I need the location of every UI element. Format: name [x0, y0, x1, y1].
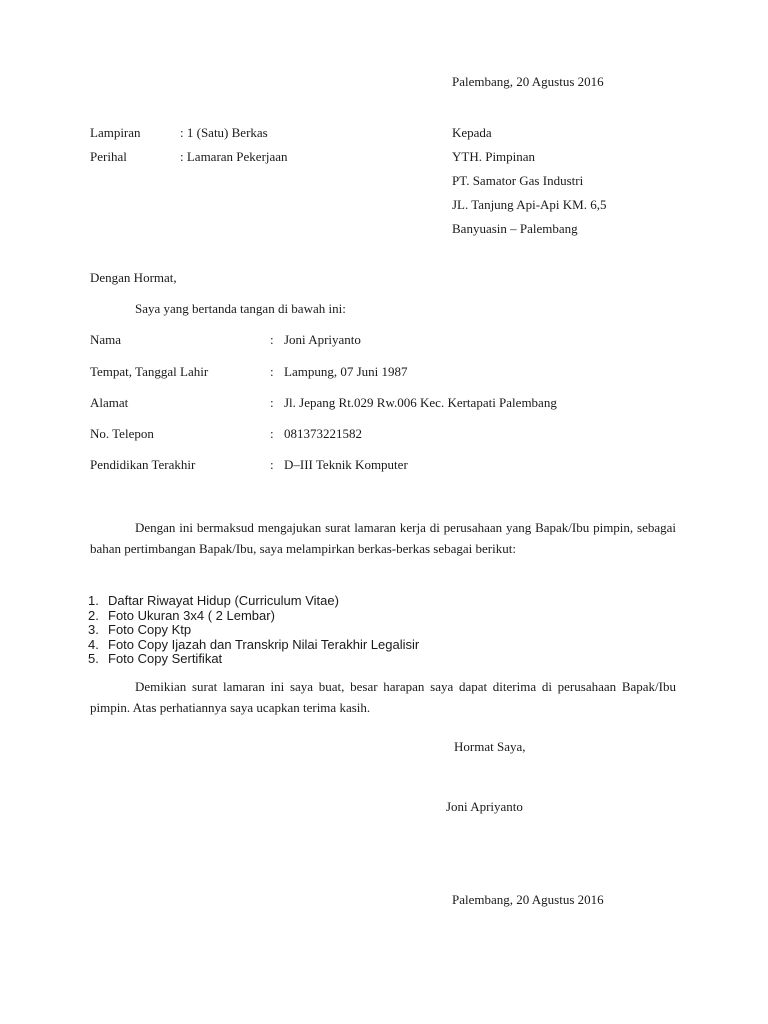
body-paragraph: Dengan ini bermaksud mengajukan surat lamaran kerja di perusahaan yang Bapak/Ibu pimpin, sebagai bahan pertimbangan Bapak/Ibu, saya melampirkan berkas-berkas sebagai berikut:	[90, 520, 676, 556]
list-number: 2.	[88, 607, 99, 623]
lampiran-label: Lampiran	[90, 125, 141, 140]
recipient-line: Banyuasin – Palembang	[452, 221, 578, 236]
signer-name: Joni Apriyanto	[446, 799, 523, 814]
field-value: D–III Teknik Komputer	[284, 457, 408, 472]
list-number: 3.	[88, 622, 99, 637]
field-label: Alamat	[90, 395, 129, 410]
list-item	[88, 594, 419, 609]
recipient-line: Kepada	[452, 125, 492, 140]
field-colon: :	[270, 426, 274, 441]
list-item	[88, 652, 419, 667]
recipient-line: JL. Tanjung Api-Api KM. 6,5	[452, 197, 607, 212]
attachment-list	[88, 594, 419, 667]
list-text: Foto Copy Ktp	[108, 622, 192, 637]
list-text: Foto Copy Ijazah dan Transkrip Nilai Terakhir Legalisir	[108, 636, 420, 652]
list-item	[88, 623, 419, 638]
greeting: Dengan Hormat,	[90, 270, 177, 285]
field-colon: :	[270, 364, 274, 379]
field-label: Nama	[90, 332, 122, 347]
list-number: 5.	[88, 651, 99, 666]
field-value: Lampung, 07 Juni 1987	[284, 364, 408, 379]
intro-line: Saya yang bertanda tangan di bawah ini:	[135, 301, 346, 316]
letter-date-top: Palembang, 20 Agustus 2016	[452, 74, 604, 89]
letter-date-bottom: Palembang, 20 Agustus 2016	[452, 892, 604, 907]
list-text: Foto Ukuran 3x4 ( 2 Lembar)	[108, 607, 275, 623]
field-colon: :	[270, 332, 274, 347]
list-text: Daftar Riwayat Hidup (Curriculum Vitae)	[108, 593, 339, 608]
lampiran-value: : 1 (Satu) Berkas	[180, 125, 268, 140]
field-colon: :	[270, 395, 274, 410]
recipient-line: YTH. Pimpinan	[452, 149, 536, 164]
perihal-value: : Lamaran Pekerjaan	[180, 149, 288, 164]
list-item	[88, 638, 419, 653]
field-value: Jl. Jepang Rt.029 Rw.006 Kec. Kertapati Palembang	[284, 395, 557, 410]
field-label: Tempat, Tanggal Lahir	[90, 364, 209, 379]
perihal-label: Perihal	[90, 149, 127, 164]
recipient-line: PT. Samator Gas Industri	[452, 173, 584, 188]
list-item	[88, 609, 419, 624]
list-text: Foto Copy Sertifikat	[108, 651, 223, 666]
sign-off: Hormat Saya,	[454, 739, 526, 754]
list-number: 4.	[88, 636, 99, 652]
field-colon: :	[270, 457, 274, 472]
field-label: Pendidikan Terakhir	[90, 457, 196, 472]
field-label: No. Telepon	[90, 426, 154, 441]
field-value: 081373221582	[284, 426, 362, 441]
field-value: Joni Apriyanto	[284, 332, 361, 347]
closing-paragraph: Demikian surat lamaran ini saya buat, besar harapan saya dapat diterima di perusahaan Bapak/Ibu pimpin. Atas perhatiannya saya ucapkan terima kasih.	[90, 679, 676, 715]
list-number: 1.	[88, 593, 99, 608]
